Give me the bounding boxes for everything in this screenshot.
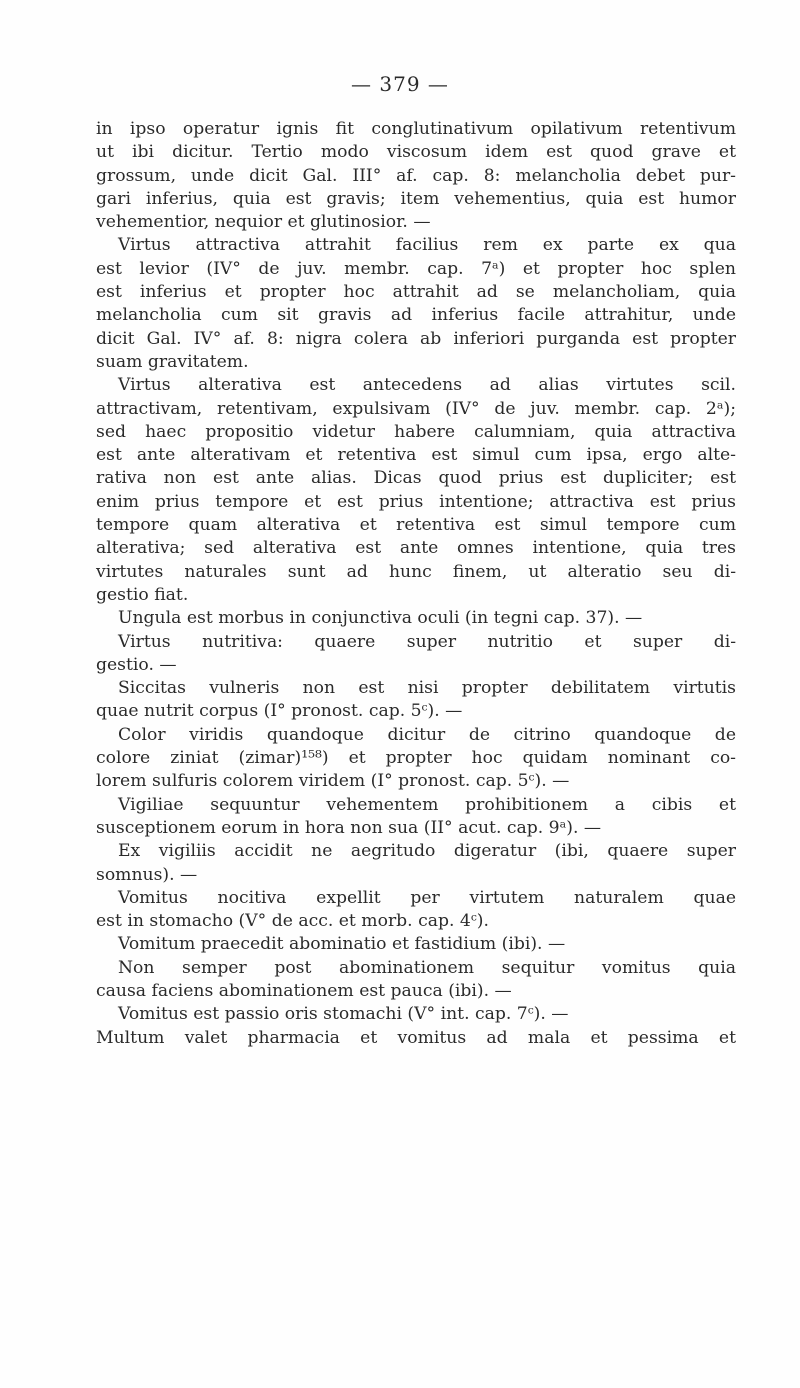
text-line: est in stomacho (V° de acc. et morb. cap. 4ᶜ). <box>96 911 489 932</box>
text-line: tempore quam alterativa et retentiva est simul tempore cum <box>96 515 736 536</box>
text-line: Color viridis quandoque dicitur de citrino quandoque de <box>118 724 736 745</box>
text-line: in ipso operatur ignis fit conglutinativum opilativum retentivum <box>96 119 736 139</box>
text-line: vehementior, nequior et glutinosior. — <box>96 212 431 233</box>
text-line: Vigiliae sequuntur vehementem prohibitionem a cibis et <box>118 794 736 815</box>
text-line: grossum, unde dicit Gal. III° af. cap. 8: melancholia debet pur- <box>96 165 736 186</box>
page-number: — 379 — <box>351 72 449 96</box>
text-line: gestio fiat. <box>96 584 189 605</box>
text-line: ut ibi dicitur. Tertio modo viscosum idem est quod grave et <box>96 142 736 163</box>
text-line: quae nutrit corpus (I° pronost. cap. 5ᶜ). — <box>96 701 463 722</box>
text-line: Ungula est morbus in conjunctiva oculi (in tegni cap. 37). — <box>118 608 643 629</box>
text-line: est levior (IV° de juv. membr. cap. 7ᵃ) et propter hoc splen <box>96 258 736 279</box>
text-line: est inferius et propter hoc attrahit ad se melancholiam, quia <box>96 282 736 303</box>
text-line: gestio. — <box>96 654 177 675</box>
text-line: alterativa; sed alterativa est ante omnes intentione, quia tres <box>96 538 736 559</box>
text-line: Multum valet pharmacia et vomitus ad mala et pessima et <box>96 1027 736 1048</box>
text-line: Vomitum praecedit abominatio et fastidium (ibi). — <box>118 934 566 955</box>
text-line: Vomitus est passio oris stomachi (V° int. cap. 7ᶜ). — <box>118 1004 569 1025</box>
text-line: est ante alterativam et retentiva est simul cum ipsa, ergo alte- <box>96 445 736 466</box>
text-line: Vomitus nocitiva expellit per virtutem naturalem quae <box>118 887 736 908</box>
text-line: melancholia cum sit gravis ad inferius facile attrahitur, unde <box>96 305 736 326</box>
text-line: Siccitas vulneris non est nisi propter debilitatem virtutis <box>118 678 736 699</box>
body-text <box>96 118 736 1050</box>
text-line: susceptionem eorum in hora non sua (II° acut. cap. 9ᵃ). — <box>96 817 602 838</box>
text-line: suam gravitatem. <box>96 351 249 372</box>
text-line: virtutes naturales sunt ad hunc finem, ut alteratio seu di- <box>96 561 736 582</box>
text-line: somnus). — <box>96 864 198 885</box>
text-line: rativa non est ante alias. Dicas quod prius est dupliciter; est <box>96 468 736 489</box>
text-line: Virtus attractiva attrahit facilius rem ex parte ex qua <box>118 235 736 256</box>
text-line: lorem sulfuris colorem viridem (I° pronost. cap. 5ᶜ). — <box>96 771 570 792</box>
text-line: gari inferius, quia est gravis; item vehementius, quia est humor <box>96 188 736 209</box>
text-line: Virtus nutritiva: quaere super nutritio et super di- <box>118 631 736 652</box>
text-line: Ex vigiliis accidit ne aegritudo digeratur (ibi, quaere super <box>118 841 736 862</box>
text-line: enim prius tempore et est prius intentione; attractiva est prius <box>96 491 736 512</box>
text-line: Virtus alterativa est antecedens ad alias virtutes scil. <box>118 375 736 396</box>
text-line: attractivam, retentivam, expulsivam (IV° de juv. membr. cap. 2ᵃ); <box>96 398 736 419</box>
text-line: sed haec propositio videtur habere calumniam, quia attractiva <box>96 421 736 442</box>
text-line: Non semper post abominationem sequitur vomitus quia <box>118 957 736 978</box>
text-line: dicit Gal. IV° af. 8: nigra colera ab inferiori purganda est propter <box>96 328 736 349</box>
text-line: colore ziniat (zimar)¹⁵⁸) et propter hoc quidam nominant co- <box>96 748 736 769</box>
text-line: causa faciens abominationem est pauca (ibi). — <box>96 980 512 1001</box>
